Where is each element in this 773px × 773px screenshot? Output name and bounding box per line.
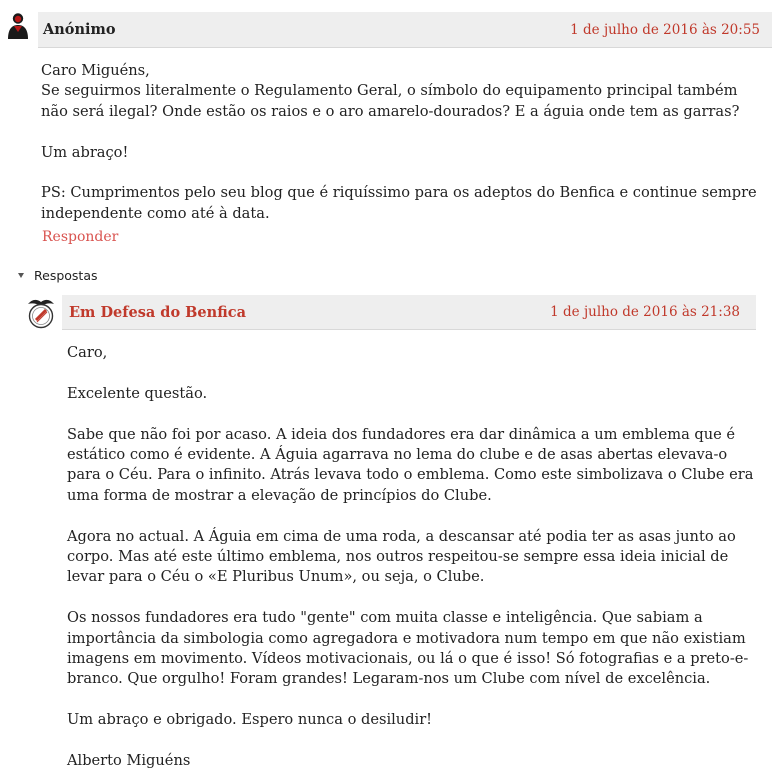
reply-paragraph: Caro, — [67, 344, 108, 361]
comment-header — [38, 12, 772, 48]
reply-author-link[interactable]: Em Defesa do Benfica — [69, 303, 246, 321]
reply-paragraph: Excelente questão. — [67, 384, 208, 402]
comment-paragraph: Um abraço! — [41, 143, 129, 161]
anonymous-avatar-icon — [7, 12, 29, 40]
comment-paragraph: Se seguirmos literalmente o Regulamento Geral, o símbolo do equipamento principal também não será ilegal? Onde estão os raios e o aro amarelo-dourados? E a águia onde tem as garras? — [41, 82, 740, 120]
comment-paragraph: Caro Miguéns, — [41, 62, 150, 79]
replies-toggle[interactable] — [18, 268, 98, 283]
reply-date-link[interactable]: 1 de julho de 2016 às 21:38 — [550, 304, 740, 320]
replies-label: Respostas — [34, 268, 98, 283]
reply-paragraph: Agora no actual. A Águia em cima de uma roda, a descansar até podia ter as asas junto ao corpo. Mas até este último emblema, nos outros respeitou-se sempre essa ideia inicial de levar para o Céu o «E Pluribus Unum», ou seja, o Clube. — [67, 527, 736, 586]
reply-paragraph: Os nossos fundadores era tudo "gente" com muita classe e inteligência. Que sabiam a importância da simbologia como agregadora e motivadora num tempo em que não existiam imagens em movimento. Vídeos motivacionais, ou lá o que é isso! Só fotografias e a preto-e-branco. Que orgulho! Foram grandes! Legaram-nos um Clube com nível de excelência. — [67, 609, 749, 688]
comment-body — [41, 61, 761, 224]
reply-paragraph: Um abraço e obrigado. Espero nunca o desiludir! — [67, 711, 433, 729]
comment-date-link[interactable]: 1 de julho de 2016 às 20:55 — [570, 21, 760, 38]
benfica-crest-icon — [24, 295, 58, 329]
reply-paragraph: Sabe que não foi por acaso. A ideia dos fundadores era dar dinâmica a um emblema que é estático como é evidente. A Águia agarrava no lema do clube e de asas abertas elevava-o para o Céu. Para o infinito. Atrás levava todo o emblema. Como este simbolizava o Clube era uma forma de mostrar a elevação de princípios do Clube. — [67, 425, 754, 504]
comment-paragraph: PS: Cumprimentos pelo seu blog que é riquíssimo para os adeptos do Benfica e continue sempre independente como até à data. — [41, 184, 757, 222]
caret-down-icon — [18, 273, 24, 278]
comment-author: Anónimo — [43, 21, 116, 38]
reply-paragraph: Alberto Miguéns — [67, 752, 191, 770]
reply-header — [62, 295, 756, 330]
reply-button[interactable]: Responder — [42, 229, 119, 245]
reply-body — [67, 343, 757, 771]
